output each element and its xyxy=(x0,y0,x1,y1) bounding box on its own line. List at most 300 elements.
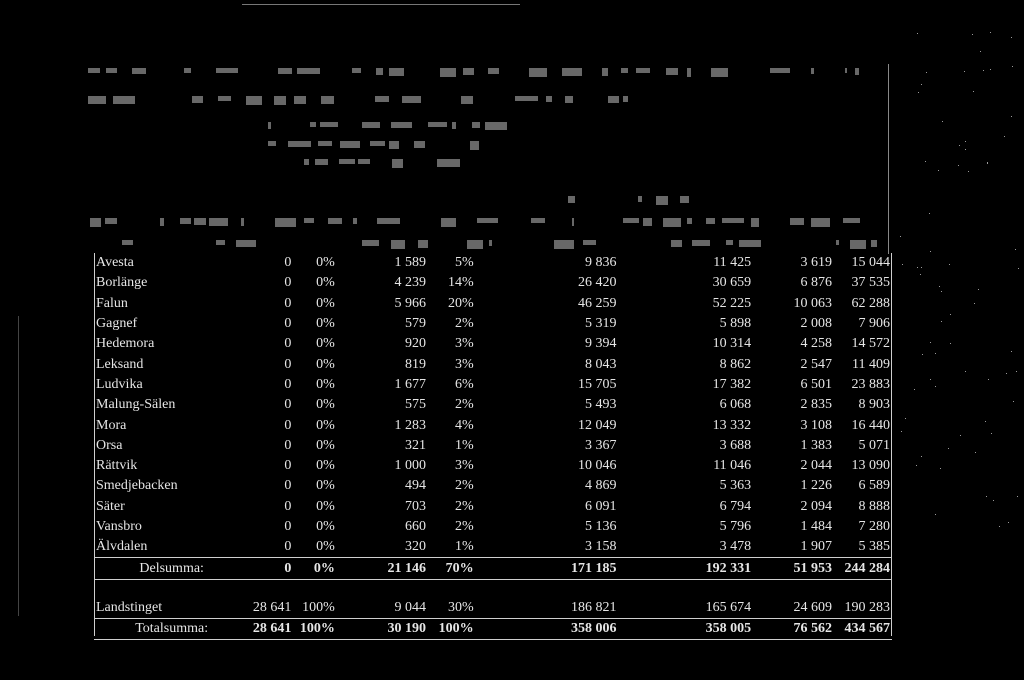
cell-p2: 70% xyxy=(428,558,476,579)
scan-speck xyxy=(964,71,965,72)
glyph-mark xyxy=(288,141,311,147)
cell-c1: 0 xyxy=(284,539,292,555)
glyph-row xyxy=(0,240,1024,250)
scan-speck xyxy=(925,161,926,162)
scan-speck xyxy=(930,379,931,380)
cell-c2: 703 xyxy=(404,498,426,514)
glyph-mark xyxy=(180,218,191,224)
cell-c4: 5 363 xyxy=(719,478,752,494)
cell-c2: 5 966 xyxy=(394,295,426,311)
scan-speck xyxy=(942,121,943,122)
cell-c3: 4 869 xyxy=(585,478,617,494)
cell-p2: 30% xyxy=(447,599,474,615)
scan-speck xyxy=(1016,371,1017,372)
row-label: Landstinget xyxy=(96,599,163,615)
glyph-mark xyxy=(352,68,361,73)
scan-speck xyxy=(983,70,984,71)
cell-c4: 5 898 xyxy=(719,316,752,332)
scan-speck xyxy=(968,171,969,172)
row-label: Hedemora xyxy=(96,336,155,352)
scan-speck xyxy=(939,286,940,287)
cell-c3: 46 259 xyxy=(578,295,617,311)
scan-speck xyxy=(1011,37,1012,38)
cell-c5: 3 619 xyxy=(800,255,832,271)
glyph-mark xyxy=(340,141,360,148)
scan-speck xyxy=(974,303,975,304)
left-margin-line xyxy=(18,316,19,616)
scan-speck xyxy=(948,448,949,449)
cell-c3: 186 821 xyxy=(571,599,617,615)
cell-c6: 7 906 xyxy=(858,316,890,332)
glyph-mark xyxy=(88,96,106,104)
cell-c3: 3 158 xyxy=(585,539,617,555)
glyph-mark xyxy=(706,218,715,224)
cell-c2: 321 xyxy=(404,437,426,453)
cell-p1: 0% xyxy=(316,397,335,413)
row-label: Smedjebacken xyxy=(96,478,178,494)
cell-p1: 0% xyxy=(316,478,335,494)
cell-c3: 10 046 xyxy=(578,458,617,474)
row-label: Ludvika xyxy=(96,376,143,392)
glyph-mark xyxy=(666,68,678,75)
scan-speck xyxy=(930,342,931,343)
glyph-mark xyxy=(160,218,164,226)
scan-speck xyxy=(1006,373,1007,374)
cell-c3: 171 185 xyxy=(476,558,619,579)
cell-p2: 3% xyxy=(454,458,474,474)
cell-c6: 5 385 xyxy=(858,539,890,555)
total-row xyxy=(94,619,892,640)
cell-c3: 9 394 xyxy=(585,336,617,352)
cell-p1: 0% xyxy=(316,295,335,311)
scan-speck xyxy=(990,32,991,33)
glyph-mark xyxy=(845,68,847,73)
glyph-mark xyxy=(428,122,447,127)
table-row xyxy=(94,497,892,517)
cell-c5: 76 562 xyxy=(753,619,834,640)
cell-c1: 0 xyxy=(284,417,292,433)
scan-speck xyxy=(935,386,936,387)
cell-c2: 9 044 xyxy=(394,599,426,615)
scan-speck xyxy=(978,289,979,290)
cell-c5: 10 063 xyxy=(793,295,832,311)
cell-p1: 0% xyxy=(316,255,335,271)
glyph-mark xyxy=(216,68,238,73)
glyph-mark xyxy=(461,96,473,104)
cell-c4: 10 314 xyxy=(712,336,752,352)
cell-p2: 3% xyxy=(454,356,474,372)
cell-c2: 819 xyxy=(404,356,426,372)
glyph-mark xyxy=(304,218,314,223)
cell-c3: 6 091 xyxy=(585,498,617,514)
glyph-mark xyxy=(209,218,228,226)
glyph-mark xyxy=(321,96,334,104)
glyph-mark xyxy=(692,240,710,246)
glyph-mark xyxy=(739,240,761,247)
glyph-mark xyxy=(339,159,355,164)
cell-c2: 4 239 xyxy=(394,275,426,291)
municipality-table xyxy=(94,253,892,640)
cell-c6: 13 090 xyxy=(851,458,890,474)
cell-c2: 579 xyxy=(404,316,426,332)
landsting-row xyxy=(94,598,892,619)
row-label: Leksand xyxy=(96,356,144,372)
scan-speck xyxy=(920,274,921,275)
scan-speck xyxy=(914,389,915,390)
cell-p1: 0% xyxy=(316,458,335,474)
cell-p2: 100% xyxy=(428,619,476,640)
glyph-mark xyxy=(671,240,682,247)
glyph-mark xyxy=(843,218,860,223)
row-label: Malung-Sälen xyxy=(96,397,176,413)
cell-c4: 3 688 xyxy=(719,437,752,453)
glyph-mark xyxy=(105,218,117,224)
cell-c3: 3 367 xyxy=(585,437,617,453)
table-row xyxy=(94,273,892,293)
table-row xyxy=(94,334,892,354)
glyph-mark xyxy=(687,68,691,77)
cell-c5: 2 094 xyxy=(800,498,832,514)
scan-speck xyxy=(921,267,922,268)
scan-speck xyxy=(999,526,1000,527)
table-row xyxy=(94,314,892,334)
cell-c2: 1 677 xyxy=(394,376,426,392)
cell-p1: 100% xyxy=(293,619,336,640)
cell-c2: 320 xyxy=(404,539,426,555)
cell-c6: 6 589 xyxy=(858,478,890,494)
scan-speck xyxy=(935,514,936,515)
cell-c5: 6 876 xyxy=(800,275,832,291)
glyph-row xyxy=(0,122,1024,132)
cell-p2: 2% xyxy=(454,519,474,534)
glyph-mark xyxy=(375,96,389,102)
scan-speck xyxy=(918,92,919,93)
scan-speck xyxy=(986,496,987,497)
cell-c5: 51 953 xyxy=(753,558,834,579)
cell-p1: 100% xyxy=(302,599,335,615)
row-label: Rättvik xyxy=(96,458,138,474)
scan-speck xyxy=(950,343,951,344)
scan-speck xyxy=(1011,351,1012,352)
subtotal-row xyxy=(94,558,892,579)
scan-speck xyxy=(965,371,966,372)
cell-p1: 0% xyxy=(316,356,335,372)
cell-p1: 0% xyxy=(316,498,335,514)
scan-speck xyxy=(959,145,960,146)
glyph-mark xyxy=(362,240,379,246)
cell-c1: 0 xyxy=(284,316,292,332)
cell-c5: 2 835 xyxy=(800,397,832,413)
row-label: Säter xyxy=(96,498,125,514)
glyph-mark xyxy=(836,240,839,245)
cell-c3: 26 420 xyxy=(578,275,617,291)
scan-speck xyxy=(905,418,906,419)
scan-speck xyxy=(988,379,989,380)
cell-c6: 8 903 xyxy=(858,397,890,413)
cell-c1: 0 xyxy=(284,458,292,474)
glyph-mark xyxy=(572,218,574,226)
scan-speck xyxy=(941,321,942,322)
cell-p2: 6% xyxy=(454,376,474,392)
cell-c1: 0 xyxy=(284,336,292,352)
glyph-mark xyxy=(565,96,573,103)
glyph-mark xyxy=(377,218,400,224)
glyph-mark xyxy=(353,218,357,224)
glyph-mark xyxy=(440,68,456,77)
cell-c5: 4 258 xyxy=(800,336,832,352)
glyph-mark xyxy=(621,68,628,73)
scan-speck xyxy=(991,433,992,434)
scan-speck xyxy=(985,421,986,422)
glyph-mark xyxy=(294,96,306,104)
table-row xyxy=(94,253,892,273)
glyph-mark xyxy=(113,96,135,104)
glyph-mark xyxy=(392,159,403,168)
cell-c5: 2 044 xyxy=(800,458,832,474)
cell-c5: 24 609 xyxy=(793,599,832,615)
glyph-mark xyxy=(275,218,296,227)
cell-c4: 358 005 xyxy=(619,619,754,640)
scan-speck xyxy=(965,149,966,150)
glyph-mark xyxy=(855,68,859,75)
cell-c4: 17 382 xyxy=(712,376,752,392)
cell-c2: 1 000 xyxy=(394,458,426,474)
cell-c4: 6 068 xyxy=(719,397,752,413)
cell-c1: 0 xyxy=(284,519,292,534)
glyph-mark xyxy=(568,196,575,203)
scan-speck xyxy=(926,72,927,73)
glyph-row xyxy=(0,159,1024,169)
glyph-row xyxy=(0,96,1024,106)
row-label: Avesta xyxy=(96,255,134,271)
table-row xyxy=(94,456,892,476)
cell-c5: 1 226 xyxy=(800,478,832,494)
glyph-mark xyxy=(90,218,101,227)
cell-c6: 244 284 xyxy=(834,558,892,579)
glyph-mark xyxy=(236,240,256,247)
cell-c3: 5 319 xyxy=(585,316,617,332)
scan-speck xyxy=(922,354,923,355)
scan-speck xyxy=(1008,522,1009,523)
cell-c1: 0 xyxy=(284,376,292,392)
glyph-mark xyxy=(726,240,733,245)
glyph-mark xyxy=(751,218,759,227)
cell-c1: 0 xyxy=(284,356,292,372)
glyph-mark xyxy=(389,141,399,149)
cell-p2: 4% xyxy=(454,417,474,433)
glyph-mark xyxy=(297,68,320,74)
scan-speck xyxy=(1013,401,1014,402)
cell-c2: 494 xyxy=(404,478,426,494)
glyph-mark xyxy=(88,68,100,73)
scan-speck xyxy=(980,51,981,52)
cell-c6: 37 535 xyxy=(851,275,890,291)
cell-c4: 6 794 xyxy=(719,498,752,514)
scan-speck xyxy=(1011,116,1012,117)
glyph-mark xyxy=(246,96,262,105)
scan-speck xyxy=(941,291,942,292)
cell-c3: 5 493 xyxy=(585,397,617,413)
glyph-mark xyxy=(389,68,404,76)
cell-c6: 190 283 xyxy=(844,599,890,615)
cell-c6: 5 071 xyxy=(858,437,890,453)
cell-c2: 575 xyxy=(404,397,426,413)
cell-c6: 7 280 xyxy=(858,519,890,534)
scan-speck xyxy=(901,431,902,432)
scan-speck xyxy=(935,353,936,354)
glyph-mark xyxy=(529,68,547,77)
scan-speck xyxy=(929,213,930,214)
cell-c4: 5 796 xyxy=(719,519,752,534)
scan-speck xyxy=(950,314,951,315)
glyph-mark xyxy=(638,196,642,202)
cell-c4: 13 332 xyxy=(712,417,752,433)
cell-c5: 3 108 xyxy=(800,417,832,433)
cell-p2: 3% xyxy=(454,336,474,352)
glyph-mark xyxy=(418,240,428,248)
cell-c4: 11 046 xyxy=(713,458,752,474)
scan-speck xyxy=(975,452,976,453)
cell-p1: 0% xyxy=(316,376,335,392)
cell-c1: 28 641 xyxy=(249,619,293,640)
glyph-mark xyxy=(711,68,728,77)
scan-speck xyxy=(1015,249,1016,250)
glyph-mark xyxy=(811,218,830,227)
cell-c4: 30 659 xyxy=(712,275,752,291)
cell-c3: 9 836 xyxy=(585,255,617,271)
table-row xyxy=(94,415,892,435)
cell-c2: 920 xyxy=(404,336,426,352)
table-row xyxy=(94,537,892,558)
cell-c2: 30 190 xyxy=(337,619,428,640)
cell-c1: 0 xyxy=(284,255,292,271)
cell-c6: 16 440 xyxy=(851,417,890,433)
scan-speck xyxy=(921,456,922,457)
cell-c4: 165 674 xyxy=(705,599,752,615)
scan-speck xyxy=(993,500,994,501)
glyph-mark xyxy=(318,141,332,146)
cell-c4: 52 225 xyxy=(712,295,752,311)
cell-c2: 1 283 xyxy=(394,417,426,433)
scan-speck xyxy=(930,251,931,252)
glyph-mark xyxy=(268,122,271,129)
cell-p1: 0% xyxy=(316,519,335,534)
cell-c2: 1 589 xyxy=(394,255,426,271)
cell-c6: 15 044 xyxy=(851,255,890,271)
cell-p1: 0% xyxy=(316,336,335,352)
glyph-mark xyxy=(562,68,582,76)
glyph-mark xyxy=(722,218,744,223)
glyph-mark xyxy=(850,240,866,249)
glyph-mark xyxy=(414,141,425,148)
scan-speck xyxy=(972,34,973,35)
glyph-mark xyxy=(515,96,538,101)
glyph-mark xyxy=(485,122,507,130)
cell-p2: 2% xyxy=(454,316,474,332)
cell-c5: 1 907 xyxy=(800,539,832,555)
glyph-mark xyxy=(623,96,628,102)
glyph-mark xyxy=(546,96,552,102)
glyph-mark xyxy=(376,68,383,75)
table-row xyxy=(94,294,892,314)
cell-c1: 0 xyxy=(284,275,292,291)
cell-p2: 2% xyxy=(454,478,474,494)
cell-c6: 14 572 xyxy=(851,336,890,352)
cell-c6: 11 409 xyxy=(852,356,890,372)
cell-c5: 2 008 xyxy=(800,316,832,332)
glyph-mark xyxy=(192,96,203,103)
glyph-mark xyxy=(583,240,596,245)
glyph-mark xyxy=(122,240,133,245)
cell-c6: 23 883 xyxy=(851,376,890,392)
cell-c5: 6 501 xyxy=(800,376,832,392)
cell-c3: 358 006 xyxy=(476,619,619,640)
cell-p2: 1% xyxy=(454,539,474,555)
glyph-mark xyxy=(811,68,814,74)
row-label: Vansbro xyxy=(96,519,142,534)
cell-c4: 8 862 xyxy=(719,356,752,372)
scan-speck xyxy=(902,264,903,265)
glyph-mark xyxy=(437,159,460,167)
cell-c3: 15 705 xyxy=(578,376,617,392)
glyph-mark xyxy=(194,218,206,225)
glyph-mark xyxy=(531,218,545,223)
scan-speck xyxy=(921,84,922,85)
scan-speck xyxy=(1017,496,1018,497)
glyph-mark xyxy=(472,122,480,128)
cell-c1: 0 xyxy=(284,498,292,514)
row-label: Orsa xyxy=(96,437,123,453)
table-row xyxy=(94,375,892,395)
row-label: Mora xyxy=(96,417,127,433)
glyph-mark xyxy=(184,68,191,73)
scan-speck xyxy=(990,69,991,70)
glyph-mark xyxy=(304,159,309,165)
glyph-mark xyxy=(315,159,328,165)
glyph-mark xyxy=(488,68,499,74)
cell-c5: 2 547 xyxy=(800,356,832,372)
glyph-mark xyxy=(216,240,225,245)
top-rule xyxy=(242,4,520,5)
glyph-row xyxy=(0,141,1024,151)
glyph-mark xyxy=(463,68,474,75)
row-label: Totalsumma: xyxy=(94,619,249,640)
glyph-mark xyxy=(602,68,608,76)
cell-c3: 5 136 xyxy=(585,519,617,534)
scan-speck xyxy=(1012,66,1013,67)
cell-c1: 0 xyxy=(249,558,293,579)
row-label: Falun xyxy=(96,295,128,311)
glyph-mark xyxy=(320,122,338,127)
cell-p2: 1% xyxy=(454,437,474,453)
cell-p1: 0% xyxy=(293,558,336,579)
scan-speck xyxy=(917,33,918,34)
scan-speck xyxy=(900,236,901,237)
glyph-mark xyxy=(218,96,231,101)
glyph-mark xyxy=(687,218,692,224)
glyph-mark xyxy=(441,218,456,227)
cell-c2: 660 xyxy=(404,519,426,534)
cell-c1: 0 xyxy=(284,295,292,311)
scan-speck xyxy=(987,163,988,164)
cell-p1: 0% xyxy=(316,275,335,291)
glyph-mark xyxy=(362,122,380,128)
glyph-mark xyxy=(656,196,668,205)
table-row xyxy=(94,354,892,374)
cell-p2: 2% xyxy=(454,498,474,514)
cell-c1: 0 xyxy=(284,397,292,413)
glyph-mark xyxy=(663,218,681,227)
